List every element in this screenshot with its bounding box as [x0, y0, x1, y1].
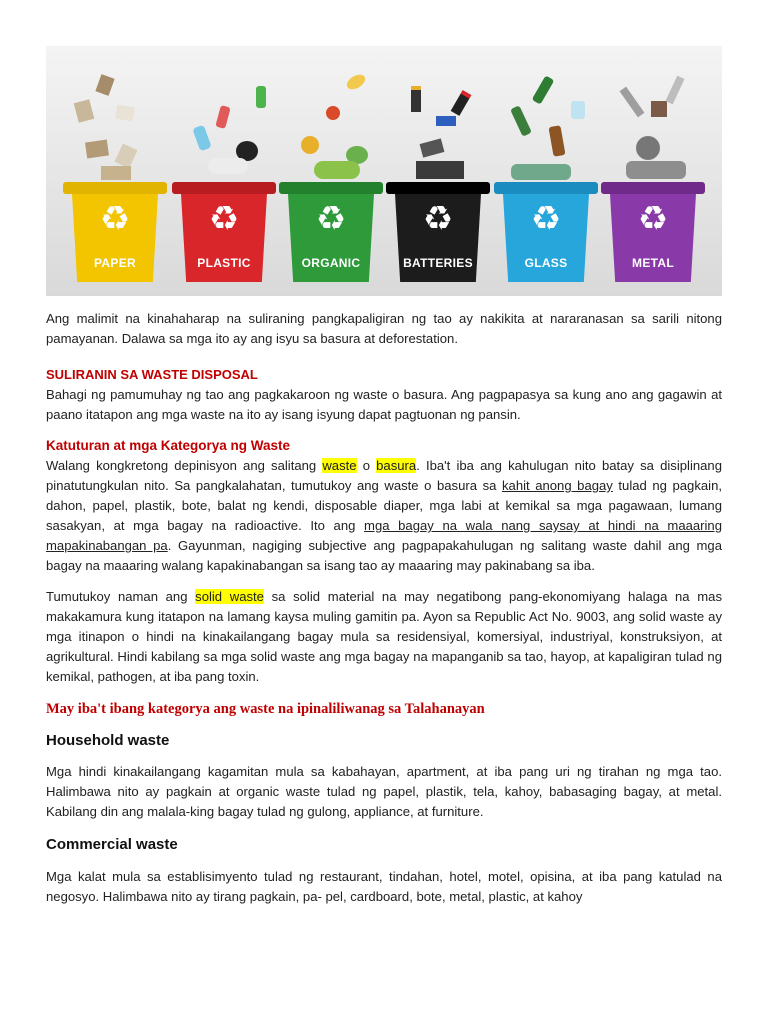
- batteries-bin-label: BATTERIES: [403, 256, 473, 270]
- recycle-icon: ♻: [422, 199, 454, 239]
- recycle-icon: ♻: [530, 199, 562, 239]
- categories-heading: May iba't ibang kategorya ang waste na ipinaliliwanag sa Talahanayan: [46, 701, 485, 717]
- intro-paragraph: Ang malimit na kinahaharap na suliraning pangkapaligiran ng tao ay nakikita at nararanasan sa sarili nitong pamayanan. Dalawa sa mga ito ay ang isyu sa basura at deforestation.: [46, 311, 722, 346]
- recycling-bins-illustration: [46, 46, 722, 296]
- household-waste-heading: Household waste: [46, 732, 170, 749]
- metal-bin-label: METAL: [632, 256, 674, 270]
- solid-waste-paragraph: [46, 587, 722, 687]
- section-heading-waste-disposal: SULIRANIN SA WASTE DISPOSAL: [46, 367, 258, 382]
- organic-bin-rim: [279, 182, 383, 194]
- glass-bin: [499, 182, 593, 282]
- plastic-bin-rim: [172, 182, 276, 194]
- highlight-solid-waste: solid waste: [195, 589, 264, 604]
- solid-waste-text-2: sa solid material na may negatibong pang-ekonomiyang halaga na mas makakamura kung itatapon na lamang kaysa muling gamitin pa. Ayon sa Republic Act No. 9003, ang solid waste ay mga itinapon o hindi na kinakailangang bagay mula sa residensiyal, komersiyal, industriyal, konstruksiyon, at agrikultural. Hindi kabilang sa mga solid waste ang mga bagay na mapanganib sa tao, hayop, at kapaligiran tulad ng kemikal, pathogen, at iba pang toxin.: [46, 589, 722, 684]
- metal-bin: [606, 182, 700, 282]
- organic-bin: [284, 182, 378, 282]
- section-heading-definition: Katuturan at mga Kategorya ng Waste: [46, 438, 291, 453]
- definition-text-2: o: [356, 458, 377, 473]
- document-body: [46, 309, 722, 907]
- plastic-bin: [177, 182, 271, 282]
- glass-bin-rim: [494, 182, 598, 194]
- definition-text-1: Walang kongkretong depinisyon ang salitang: [46, 458, 323, 473]
- underline-mga-bagay: mga bagay na wala nang saysay at hindi na maaaring mapakinabangan pa: [46, 518, 722, 553]
- underline-kahit-anong-bagay: kahit anong bagay: [501, 478, 613, 493]
- commercial-waste-paragraph: Mga kalat mula sa establisimyento tulad ng restaurant, tindahan, hotel, motel, opisina, at iba pang katulad na negosyo. Halimbawa nito ay tirang pagkain, pa- pel, cardboard, bote, metal, plastic, at kahoy: [46, 869, 722, 904]
- paper-bin-rim: [63, 182, 167, 194]
- definition-text-3: . Iba't iba ang kahulugan nito batay sa disiplinang pinatutungkulan nito. Sa pangkalahatan, tumutukoy ang waste o basura sa: [46, 458, 722, 493]
- recycle-icon: ♻: [208, 199, 240, 239]
- organic-bin-label: ORGANIC: [301, 256, 361, 270]
- definition-paragraph: [46, 456, 722, 576]
- glass-bin-label: GLASS: [524, 256, 568, 270]
- highlight-waste: waste: [322, 458, 357, 473]
- waste-disposal-paragraph: Bahagi ng pamumuhay ng tao ang pagkakaroon ng waste o basura. Ang pagpapasya sa kung ano ang gagawin at paano itatapon ang mga waste na ito ay isang isyung dapat pagtuonan ng pansin.: [46, 387, 722, 422]
- commercial-waste-heading: Commercial waste: [46, 836, 178, 853]
- metal-bin-rim: [601, 182, 705, 194]
- recycle-icon: ♻: [315, 199, 347, 239]
- household-waste-paragraph: Mga hindi kinakailangang kagamitan mula sa kabahayan, apartment, at iba pang uri ng tirahan ng mga tao. Halimbawa nito ay pagkain at organic waste tulad ng papel, plastik, tela, kahoy, babasaging bagay, at metal. Kabilang din ang malala-king bagay tulad ng gulong, appliance, at furniture.: [46, 764, 722, 819]
- definition-text-4: tulad ng pagkain, dahon, papel, plastik, bote, balat ng kendi, disposable diaper, mga labi at kemikal sa mga pagawaan, lumang sasakyan, at mga bagay na radioactive. Ito ang: [46, 478, 722, 533]
- batteries-bin-rim: [386, 182, 490, 194]
- definition-text-5: . Gayunman, nagiging subjective ang pagpapakahulugan ng salitang waste dahil ang mga bagay na maaaring walang kapakinabangan sa isang tao ay maaaring may pakinabang sa iba.: [46, 538, 722, 573]
- paper-bin: [68, 182, 162, 282]
- batteries-bin: [391, 182, 485, 282]
- solid-waste-text-1: Tumutukoy naman ang: [46, 589, 196, 604]
- plastic-bin-label: PLASTIC: [197, 256, 251, 270]
- recycle-icon: ♻: [99, 199, 131, 239]
- recycle-icon: ♻: [637, 199, 669, 239]
- highlight-basura: basura: [376, 458, 417, 473]
- paper-bin-label: PAPER: [94, 256, 136, 270]
